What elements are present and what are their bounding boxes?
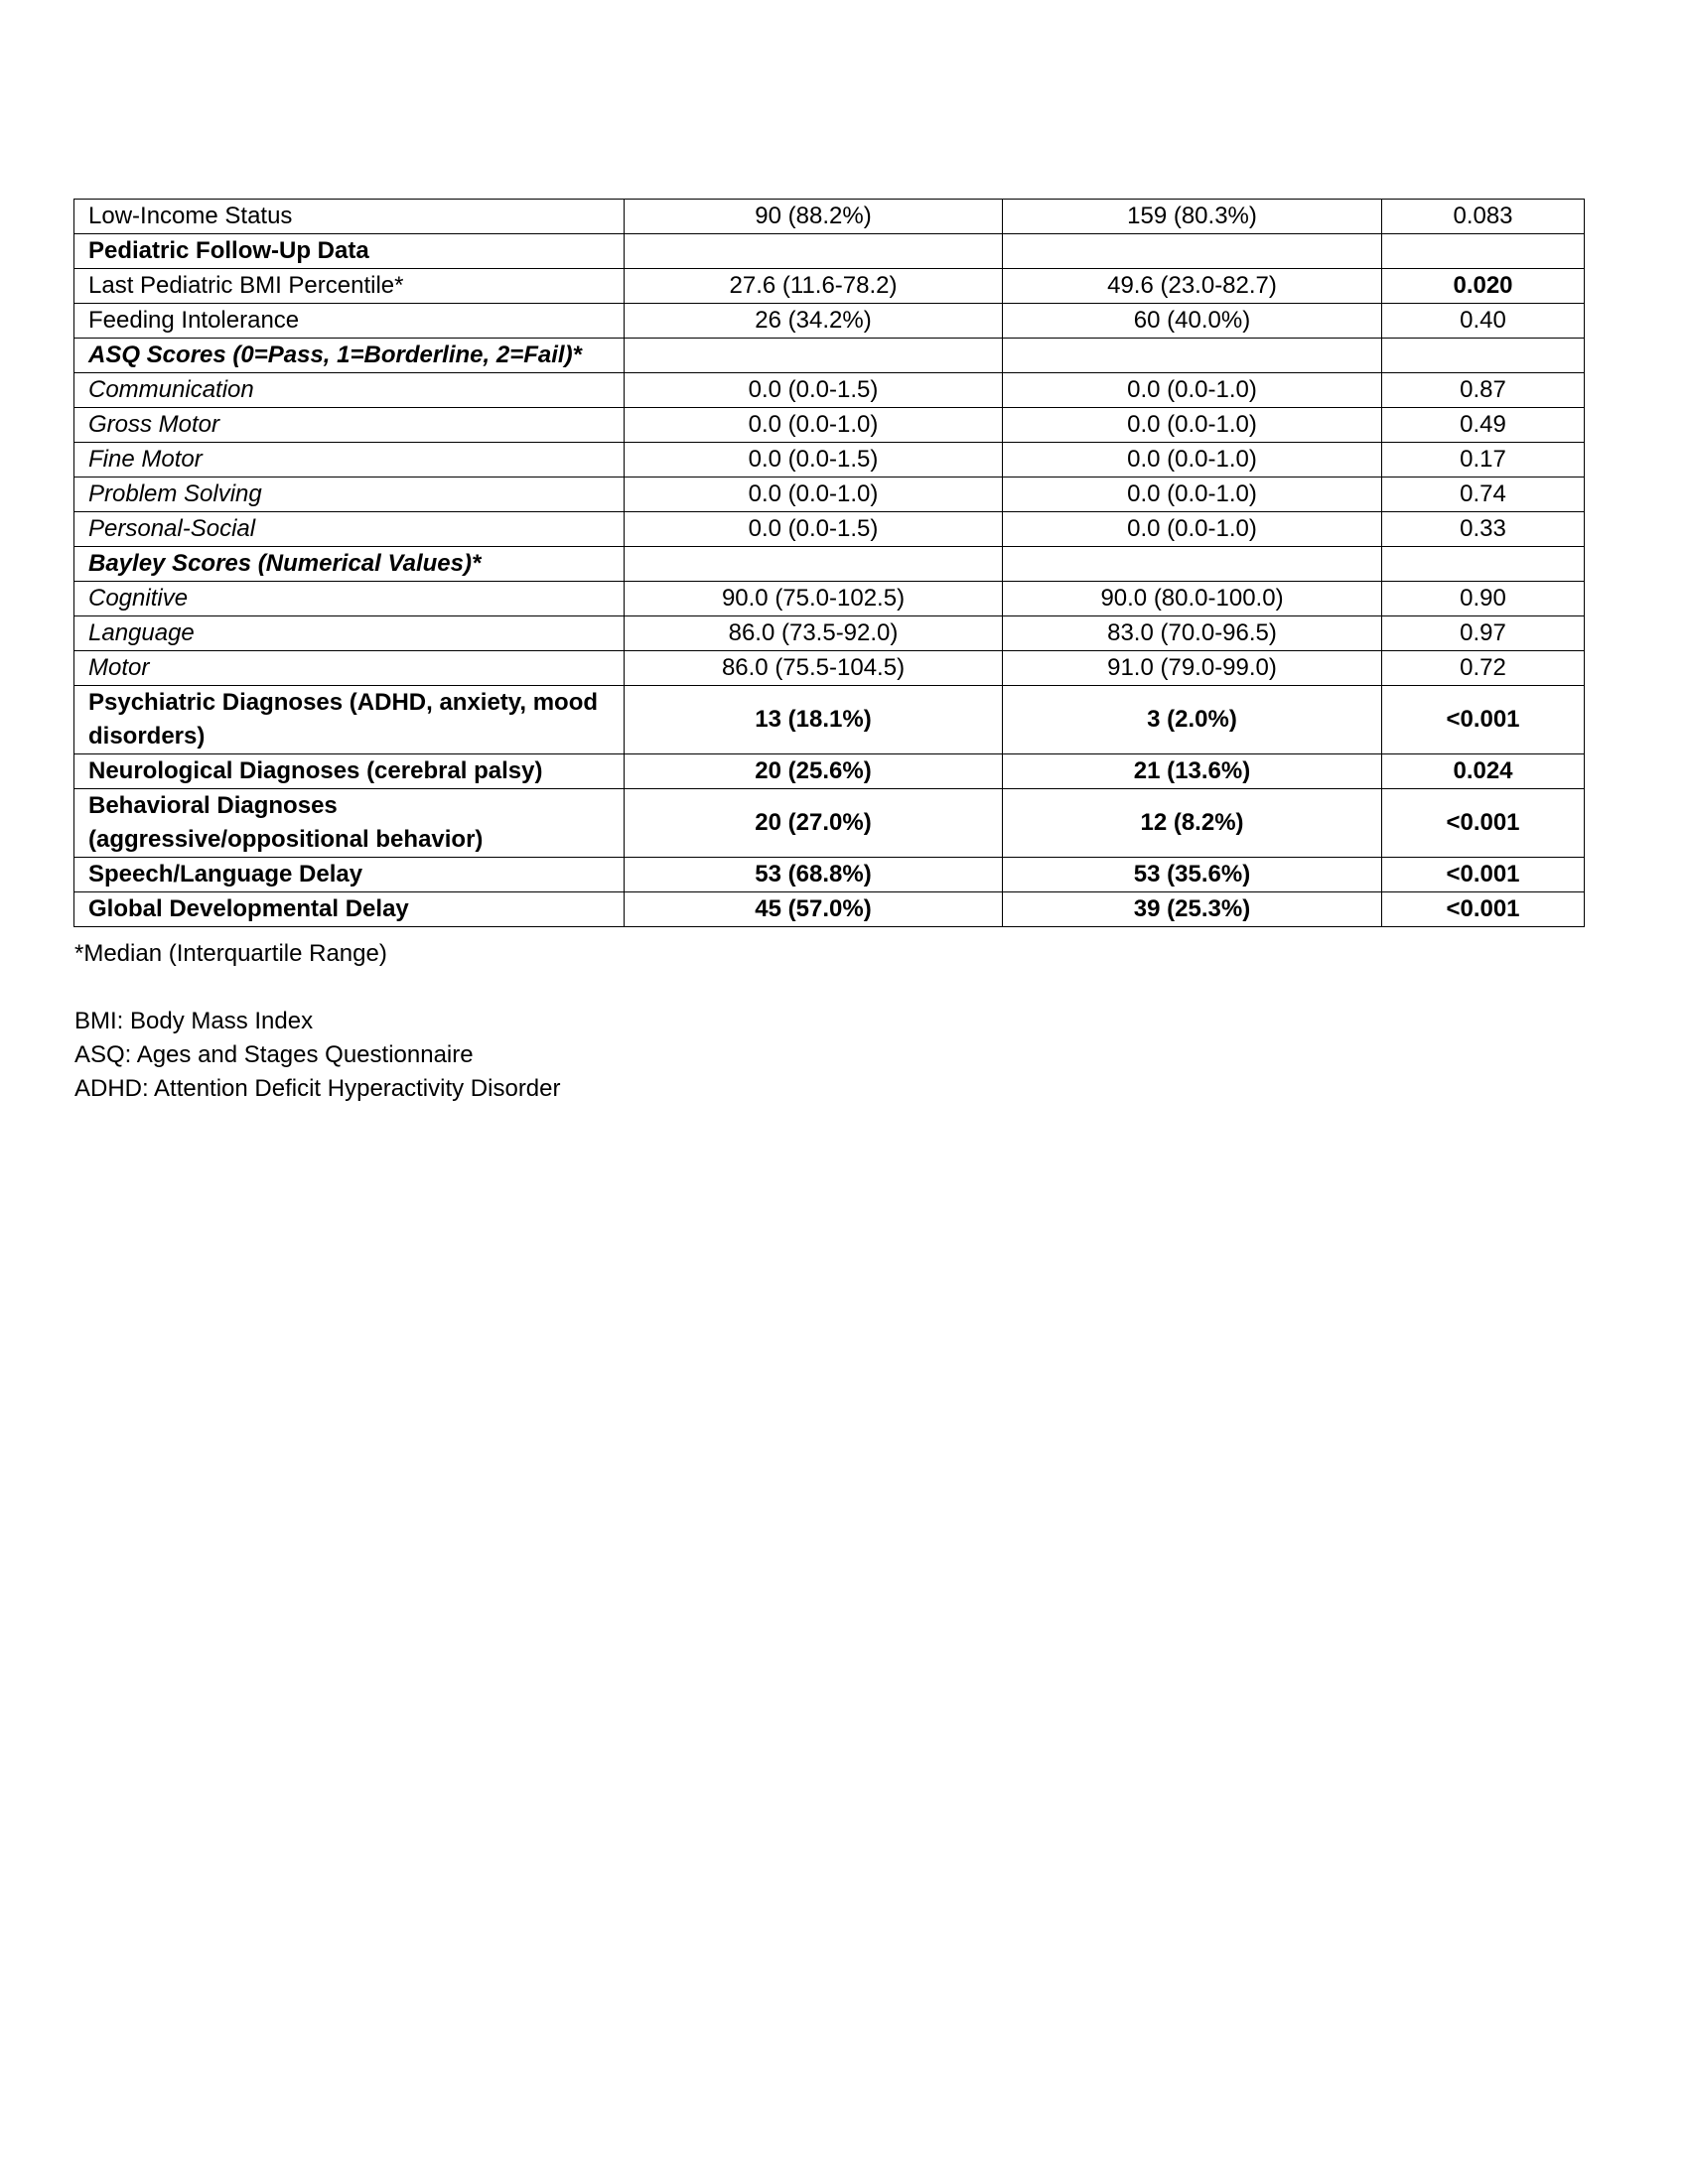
- table-row: [74, 892, 1585, 927]
- section-label: ASQ Scores (0=Pass, 1=Borderline, 2=Fail)*: [74, 339, 625, 373]
- group-2-value: 90.0 (80.0-100.0): [1003, 582, 1382, 616]
- p-value: 0.17: [1382, 443, 1585, 478]
- row-label: Cognitive: [74, 582, 625, 616]
- p-value: 0.024: [1382, 754, 1585, 789]
- group-1-value: 90.0 (75.0-102.5): [625, 582, 1003, 616]
- row-label: Global Developmental Delay: [74, 892, 625, 927]
- p-value: 0.90: [1382, 582, 1585, 616]
- group-1-value: 53 (68.8%): [625, 858, 1003, 892]
- group-1-value: [625, 547, 1003, 582]
- table-row: [74, 269, 1585, 304]
- table-footnote: *Median (Interquartile Range): [74, 940, 387, 967]
- group-2-value: 0.0 (0.0-1.0): [1003, 512, 1382, 547]
- p-value: 0.33: [1382, 512, 1585, 547]
- table-row: [74, 754, 1585, 789]
- table-section-header: [74, 547, 1585, 582]
- row-label: Last Pediatric BMI Percentile*: [74, 269, 625, 304]
- group-2-value: 91.0 (79.0-99.0): [1003, 651, 1382, 686]
- row-label: Neurological Diagnoses (cerebral palsy): [74, 754, 625, 789]
- p-value: 0.49: [1382, 408, 1585, 443]
- group-2-value: 0.0 (0.0-1.0): [1003, 443, 1382, 478]
- group-1-value: [625, 339, 1003, 373]
- table-row: [74, 686, 1585, 754]
- group-1-value: 0.0 (0.0-1.5): [625, 443, 1003, 478]
- p-value: <0.001: [1382, 686, 1585, 754]
- table-row: [74, 651, 1585, 686]
- row-label: Speech/Language Delay: [74, 858, 625, 892]
- section-label: Pediatric Follow-Up Data: [74, 234, 625, 269]
- group-2-value: 3 (2.0%): [1003, 686, 1382, 754]
- group-1-value: 0.0 (0.0-1.0): [625, 408, 1003, 443]
- abbreviation-adhd: ADHD: Attention Deficit Hyperactivity Disorder: [74, 1075, 561, 1102]
- table-row: [74, 373, 1585, 408]
- table-row: [74, 858, 1585, 892]
- row-label: Fine Motor: [74, 443, 625, 478]
- p-value: <0.001: [1382, 789, 1585, 858]
- p-value: 0.74: [1382, 478, 1585, 512]
- group-1-value: 0.0 (0.0-1.5): [625, 512, 1003, 547]
- row-label: Personal-Social: [74, 512, 625, 547]
- data-table: [73, 199, 1585, 927]
- group-1-value: 45 (57.0%): [625, 892, 1003, 927]
- row-label: Problem Solving: [74, 478, 625, 512]
- table-row: [74, 789, 1585, 858]
- group-1-value: 26 (34.2%): [625, 304, 1003, 339]
- group-2-value: 60 (40.0%): [1003, 304, 1382, 339]
- p-value: <0.001: [1382, 858, 1585, 892]
- group-1-value: 20 (27.0%): [625, 789, 1003, 858]
- group-2-value: 83.0 (70.0-96.5): [1003, 616, 1382, 651]
- table-row: [74, 304, 1585, 339]
- row-label: Communication: [74, 373, 625, 408]
- row-label: Low-Income Status: [74, 200, 625, 234]
- table-row: [74, 616, 1585, 651]
- row-label: Psychiatric Diagnoses (ADHD, anxiety, mood disorders): [74, 686, 625, 754]
- row-label: Feeding Intolerance: [74, 304, 625, 339]
- group-1-value: 13 (18.1%): [625, 686, 1003, 754]
- row-label: Language: [74, 616, 625, 651]
- group-1-value: 0.0 (0.0-1.0): [625, 478, 1003, 512]
- section-label: Bayley Scores (Numerical Values)*: [74, 547, 625, 582]
- row-label: Motor: [74, 651, 625, 686]
- row-label: Behavioral Diagnoses (aggressive/oppositional behavior): [74, 789, 625, 858]
- row-label: Gross Motor: [74, 408, 625, 443]
- group-2-value: [1003, 547, 1382, 582]
- p-value: [1382, 339, 1585, 373]
- table-section-header: [74, 339, 1585, 373]
- group-2-value: 159 (80.3%): [1003, 200, 1382, 234]
- group-2-value: 53 (35.6%): [1003, 858, 1382, 892]
- group-1-value: [625, 234, 1003, 269]
- abbreviation-list: [74, 1005, 561, 1106]
- group-2-value: 12 (8.2%): [1003, 789, 1382, 858]
- group-2-value: 21 (13.6%): [1003, 754, 1382, 789]
- p-value: 0.97: [1382, 616, 1585, 651]
- table-row: [74, 512, 1585, 547]
- group-1-value: 86.0 (73.5-92.0): [625, 616, 1003, 651]
- table-row: [74, 443, 1585, 478]
- p-value: 0.020: [1382, 269, 1585, 304]
- p-value: 0.083: [1382, 200, 1585, 234]
- p-value: [1382, 547, 1585, 582]
- group-1-value: 20 (25.6%): [625, 754, 1003, 789]
- group-1-value: 90 (88.2%): [625, 200, 1003, 234]
- group-2-value: 39 (25.3%): [1003, 892, 1382, 927]
- abbreviation-asq: ASQ: Ages and Stages Questionnaire: [74, 1041, 474, 1068]
- group-2-value: 0.0 (0.0-1.0): [1003, 478, 1382, 512]
- group-2-value: 49.6 (23.0-82.7): [1003, 269, 1382, 304]
- table-row: [74, 478, 1585, 512]
- p-value: <0.001: [1382, 892, 1585, 927]
- group-1-value: 0.0 (0.0-1.5): [625, 373, 1003, 408]
- table-row: [74, 582, 1585, 616]
- p-value: 0.87: [1382, 373, 1585, 408]
- table-section-header: [74, 234, 1585, 269]
- group-2-value: [1003, 339, 1382, 373]
- group-1-value: 27.6 (11.6-78.2): [625, 269, 1003, 304]
- table-row: [74, 200, 1585, 234]
- group-2-value: [1003, 234, 1382, 269]
- p-value: 0.72: [1382, 651, 1585, 686]
- p-value: [1382, 234, 1585, 269]
- table-row: [74, 408, 1585, 443]
- group-2-value: 0.0 (0.0-1.0): [1003, 408, 1382, 443]
- abbreviation-bmi: BMI: Body Mass Index: [74, 1008, 314, 1034]
- group-1-value: 86.0 (75.5-104.5): [625, 651, 1003, 686]
- group-2-value: 0.0 (0.0-1.0): [1003, 373, 1382, 408]
- p-value: 0.40: [1382, 304, 1585, 339]
